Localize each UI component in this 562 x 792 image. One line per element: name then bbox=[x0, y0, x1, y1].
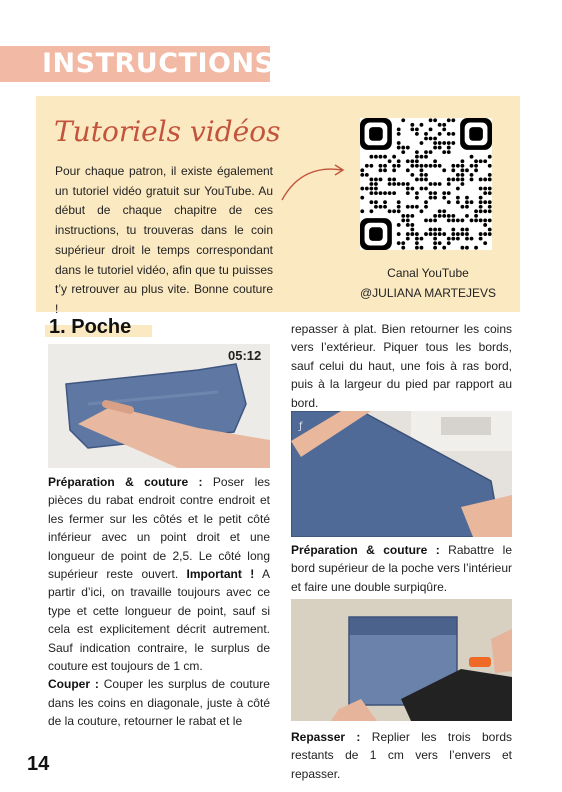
svg-text:ƒ: ƒ bbox=[299, 421, 303, 432]
paragraph-label: Préparation & couture : bbox=[48, 475, 203, 489]
photo-pocket-fold bbox=[291, 411, 512, 537]
tutorial-title: Tutoriels vidéos bbox=[54, 115, 281, 148]
tutorial-text: Pour chaque patron, il existe également un tutoriel vidéo gratuit sur YouTube. Au début de chaque chapitre de ces instructions, tu trouveras dans le coin supérieur droit le temps correspondant dans le tutoriel vidéo, afin que tu puisses t’y retrouver au plus vite. Bonne couture ! bbox=[55, 164, 273, 316]
paragraph-label: Couper : bbox=[48, 677, 99, 692]
paragraph-continued: repasser à plat. Bien retourner les coins vers l’extérieur. Piquer tous les bords, sauf celui du haut, une fois à ras bord, puis à la largeur du pied par rapport au bord. bbox=[291, 322, 512, 410]
curved-arrow-icon bbox=[278, 160, 348, 204]
section-title: 1. Poche bbox=[49, 316, 132, 338]
paragraph-text: Replier les trois bords restants de 1 cm vers l’envers et repasser. bbox=[291, 730, 512, 781]
paragraph-text: Couper les surplus de couture dans les coins en diagonale, juste à côté de la couture, retourner le rabat et le bbox=[48, 677, 270, 729]
paragraph-preparation-sewing bbox=[48, 473, 270, 675]
page-title: INSTRUCTIONS bbox=[42, 48, 275, 79]
text-column-left bbox=[48, 473, 270, 731]
paragraph-label: Repasser : bbox=[291, 730, 361, 744]
important-label: Important ! bbox=[186, 567, 255, 582]
paragraph-preparation-sewing-2 bbox=[291, 541, 512, 596]
paragraph-text: Rabattre le bord supérieur de la poche vers l’intérieur et faire une double surpiqûre. bbox=[291, 543, 512, 594]
youtube-qr-code[interactable] bbox=[360, 118, 492, 250]
channel-label: Canal YouTube bbox=[387, 266, 469, 280]
photo-pocket-ironing bbox=[291, 599, 512, 721]
page-number: 14 bbox=[27, 753, 50, 775]
paragraph-ironing bbox=[291, 728, 512, 783]
paragraph-label: Préparation & couture : bbox=[291, 543, 440, 557]
paragraph-text: Poser les pièces du rabat endroit contre endroit et les fermer sur les côtés et le petit côté inférieur avec un point droit et une longueur de point de 2,5. Le côté long supérieur reste ouvert. bbox=[48, 475, 270, 582]
paragraph-text: A partir d’ici, on travaille toujours avec ce type et cette longueur de point, sauf si cela est explicitement décrit autrement. Sauf indication contraire, le surplus de couture est toujours de 1 cm. bbox=[48, 567, 270, 674]
paragraph-cutting bbox=[48, 675, 270, 730]
video-timestamp: 05:12 bbox=[228, 348, 262, 363]
channel-handle[interactable]: @JULIANA MARTEJEVS bbox=[360, 286, 496, 300]
